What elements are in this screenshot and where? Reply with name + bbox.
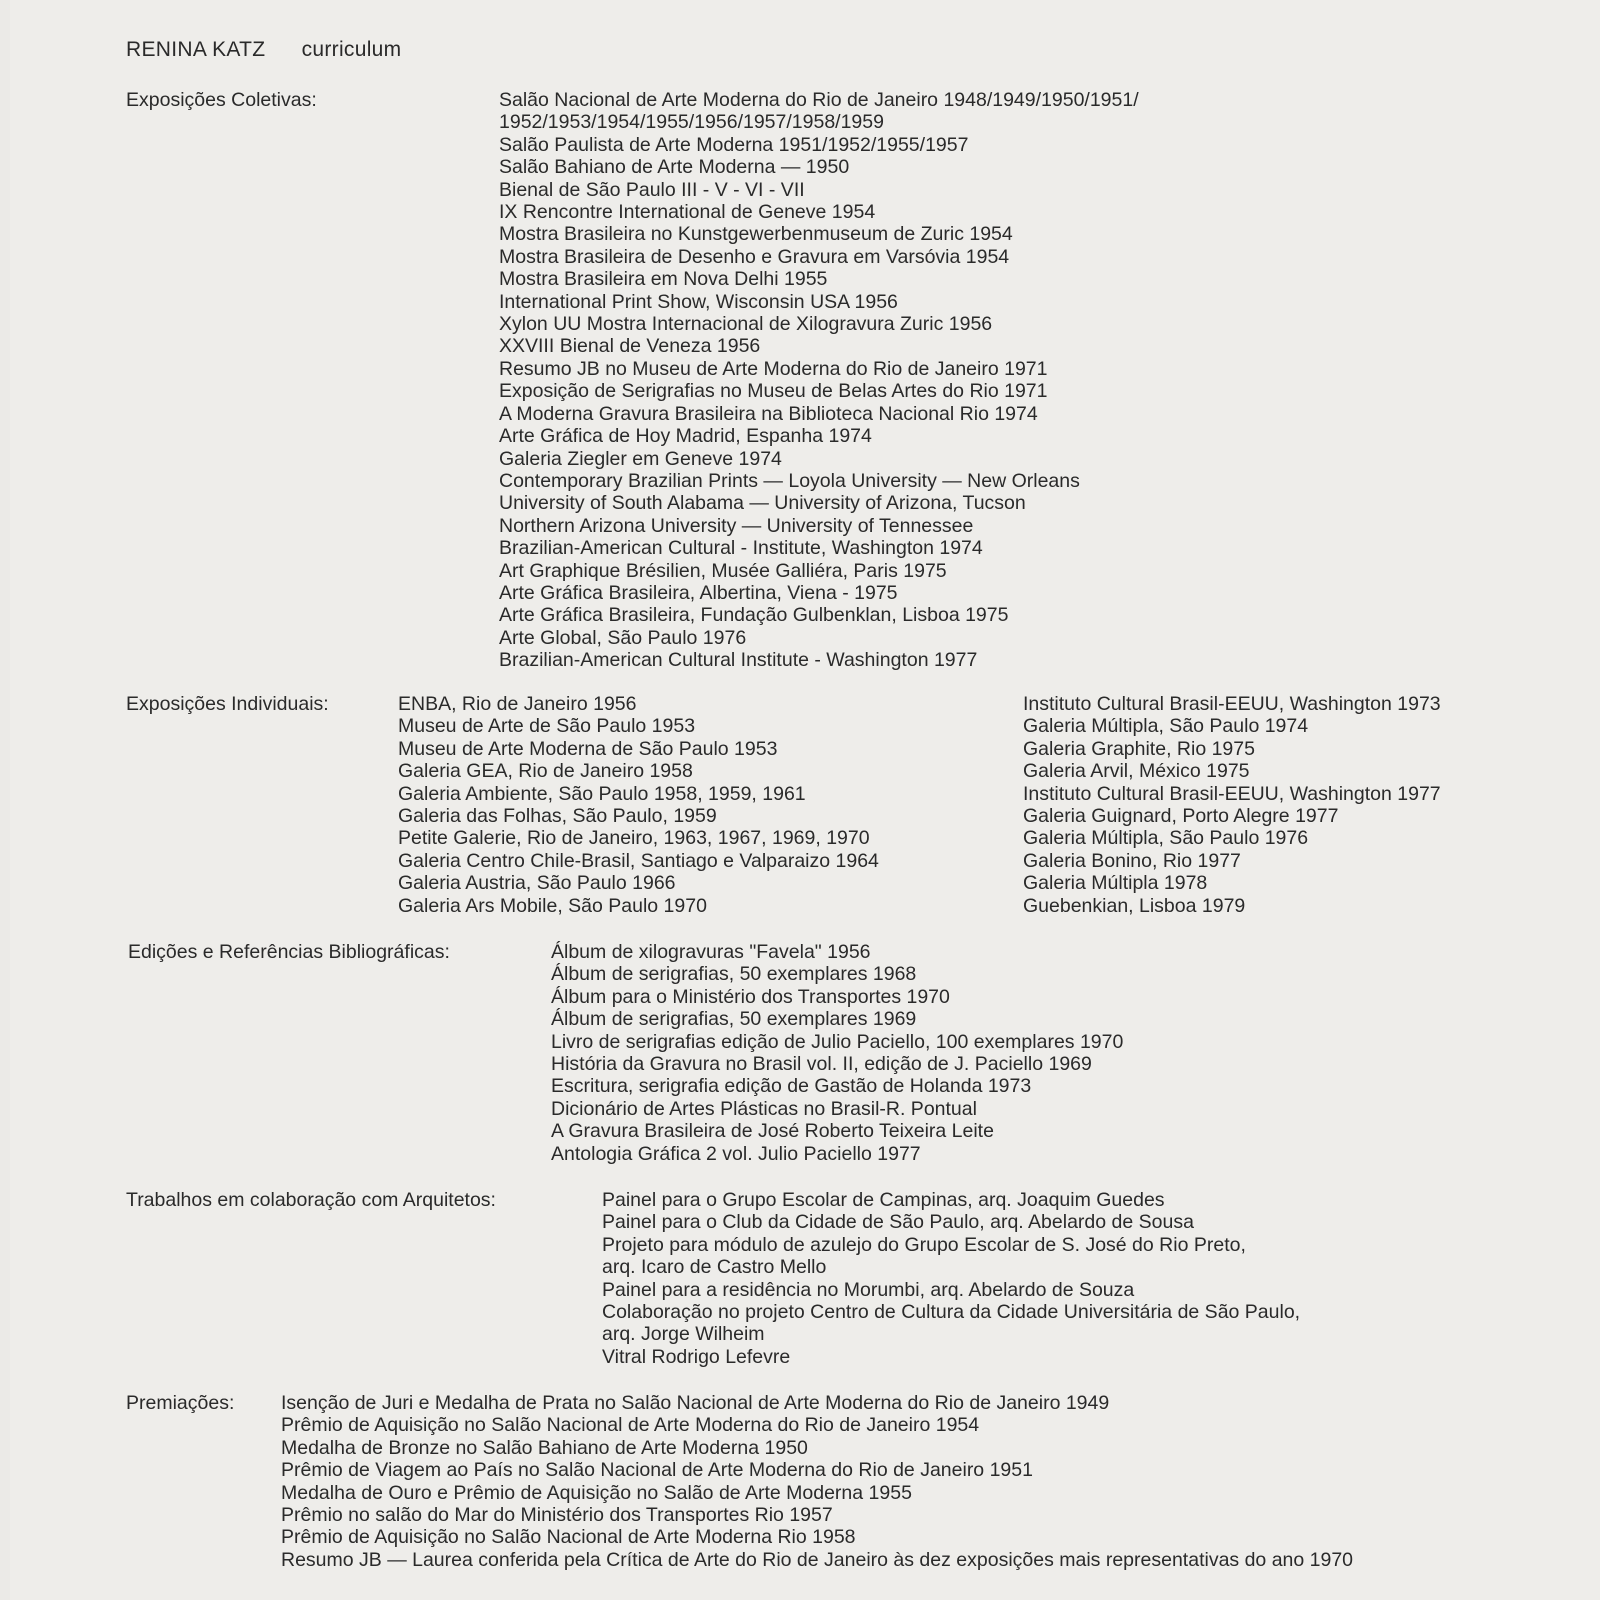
list-item: Colaboração no projeto Centro de Cultura da Cidade Universitária de São Paulo, bbox=[602, 1301, 1301, 1324]
individuais-list-right bbox=[1023, 693, 1441, 917]
list-item: 1952/1953/1954/1955/1956/1957/1958/1959 bbox=[499, 111, 884, 134]
list-item: Livro de serigrafias edição de Julio Paciello, 100 exemplares 1970 bbox=[551, 1030, 1124, 1053]
list-item: Brazilian-American Cultural Institute - Washington 1977 bbox=[499, 649, 978, 672]
list-item: Galeria das Folhas, São Paulo, 1959 bbox=[398, 805, 717, 828]
list-item: Prêmio de Aquisição no Salão Nacional de Arte Moderna do Rio de Janeiro 1954 bbox=[281, 1414, 980, 1437]
list-item: Brazilian-American Cultural - Institute, Washington 1974 bbox=[499, 537, 983, 560]
trabalhos-list bbox=[602, 1189, 1300, 1368]
section-label-individuais: Exposições Individuais: bbox=[126, 693, 329, 715]
list-item: Prêmio de Aquisição no Salão Nacional de Arte Moderna Rio 1958 bbox=[281, 1526, 856, 1549]
list-item: Galeria Ars Mobile, São Paulo 1970 bbox=[398, 894, 707, 917]
list-item: Museu de Arte Moderna de São Paulo 1953 bbox=[398, 737, 778, 760]
edicoes-list bbox=[551, 941, 1123, 1165]
list-item: Art Graphique Brésilien, Musée Galliéra, Paris 1975 bbox=[499, 559, 947, 582]
list-item: Instituto Cultural Brasil-EEUU, Washington 1977 bbox=[1023, 782, 1441, 805]
list-item: Guebenkian, Lisboa 1979 bbox=[1023, 894, 1246, 917]
list-item: Galeria Ambiente, São Paulo 1958, 1959, 1961 bbox=[398, 782, 806, 805]
list-item: A Gravura Brasileira de José Roberto Teixeira Leite bbox=[551, 1120, 994, 1143]
list-item: Resumo JB no Museu de Arte Moderna do Rio de Janeiro 1971 bbox=[499, 357, 1048, 380]
document-header bbox=[126, 38, 401, 62]
list-item: Galeria Austria, São Paulo 1966 bbox=[398, 872, 676, 895]
premiacoes-list bbox=[281, 1392, 1353, 1571]
list-item: Painel para a residência no Morumbi, arq. Abelardo de Souza bbox=[602, 1278, 1135, 1301]
list-item: Galeria Arvil, México 1975 bbox=[1023, 760, 1250, 783]
list-item: Arte Gráfica Brasileira, Fundação Gulbenklan, Lisboa 1975 bbox=[499, 604, 1009, 627]
section-label-premiacoes: Premiações: bbox=[126, 1392, 235, 1414]
list-item: Petite Galerie, Rio de Janeiro, 1963, 1967, 1969, 1970 bbox=[398, 827, 870, 850]
list-item: Mostra Brasileira no Kunstgewerbenmuseum de Zuric 1954 bbox=[499, 223, 1013, 246]
list-item: Medalha de Bronze no Salão Bahiano de Arte Moderna 1950 bbox=[281, 1436, 808, 1459]
list-item: Isenção de Juri e Medalha de Prata no Salão Nacional de Arte Moderna do Rio de Janeiro 1949 bbox=[281, 1392, 1110, 1414]
list-item: Arte Gráfica Brasileira, Albertina, Viena - 1975 bbox=[499, 581, 898, 604]
list-item: Projeto para módulo de azulejo do Grupo Escolar de S. José do Rio Preto, bbox=[602, 1233, 1246, 1256]
list-item: Prêmio de Viagem ao País no Salão Nacional de Arte Moderna do Rio de Janeiro 1951 bbox=[281, 1459, 1033, 1482]
individuais-list-left bbox=[398, 693, 879, 917]
section-label-trabalhos: Trabalhos em colaboração com Arquitetos: bbox=[126, 1189, 496, 1211]
list-item: ENBA, Rio de Janeiro 1956 bbox=[398, 693, 637, 715]
list-item: Galeria GEA, Rio de Janeiro 1958 bbox=[398, 760, 693, 783]
list-item: Northern Arizona University — University of Tennessee bbox=[499, 514, 974, 537]
list-item: Salão Bahiano de Arte Moderna — 1950 bbox=[499, 156, 850, 179]
list-item: Galeria Ziegler em Geneve 1974 bbox=[499, 447, 782, 470]
list-item: Vitral Rodrigo Lefevre bbox=[602, 1345, 791, 1368]
section-label-edicoes: Edições e Referências Bibliográficas: bbox=[128, 941, 450, 963]
list-item: Galeria Centro Chile-Brasil, Santiago e Valparaizo 1964 bbox=[398, 849, 879, 872]
list-item: Contemporary Brazilian Prints — Loyola University — New Orleans bbox=[499, 469, 1080, 492]
list-item: Museu de Arte de São Paulo 1953 bbox=[398, 715, 696, 738]
list-item: Painel para o Grupo Escolar de Campinas, arq. Joaquim Guedes bbox=[602, 1189, 1165, 1211]
list-item: University of South Alabama — University of Arizona, Tucson bbox=[499, 492, 1026, 515]
list-item: Galeria Múltipla 1978 bbox=[1023, 872, 1208, 895]
list-item: International Print Show, Wisconsin USA 1956 bbox=[499, 290, 898, 313]
list-item: Álbum de serigrafias, 50 exemplares 1969 bbox=[551, 1008, 917, 1031]
list-item: Mostra Brasileira em Nova Delhi 1955 bbox=[499, 268, 828, 291]
list-item: Escritura, serigrafia edição de Gastão de Holanda 1973 bbox=[551, 1075, 1032, 1098]
list-item: Arte Global, São Paulo 1976 bbox=[499, 626, 747, 649]
list-item: Resumo JB — Laurea conferida pela Crítica de Arte do Rio de Janeiro às dez exposições mais representativas do ano 1970 bbox=[281, 1548, 1354, 1571]
list-item: Painel para o Club da Cidade de São Paulo, arq. Abelardo de Sousa bbox=[602, 1211, 1194, 1234]
section-label-coletivas: Exposições Coletivas: bbox=[126, 89, 317, 111]
list-item: Xylon UU Mostra Internacional de Xilogravura Zuric 1956 bbox=[499, 313, 993, 336]
author-name: RENINA KATZ bbox=[126, 38, 266, 61]
list-item: Instituto Cultural Brasil-EEUU, Washington 1973 bbox=[1023, 693, 1441, 715]
list-item: Álbum de xilogravuras "Favela" 1956 bbox=[551, 941, 871, 963]
list-item: Galeria Múltipla, São Paulo 1974 bbox=[1023, 715, 1309, 738]
list-item: Antologia Gráfica 2 vol. Julio Paciello 1977 bbox=[551, 1142, 921, 1165]
list-item: Galeria Guignard, Porto Alegre 1977 bbox=[1023, 805, 1339, 828]
list-item: Salão Nacional de Arte Moderna do Rio de Janeiro 1948/1949/1950/1951/ bbox=[499, 89, 1139, 111]
list-item: Prêmio no salão do Mar do Ministério dos Transportes Rio 1957 bbox=[281, 1504, 833, 1527]
list-item: IX Rencontre International de Geneve 1954 bbox=[499, 201, 876, 224]
list-item: A Moderna Gravura Brasileira na Biblioteca Nacional Rio 1974 bbox=[499, 402, 1038, 425]
list-item: Exposição de Serigrafias no Museu de Belas Artes do Rio 1971 bbox=[499, 380, 1048, 403]
list-item: arq. Icaro de Castro Mello bbox=[602, 1256, 827, 1279]
list-item: Dicionário de Artes Plásticas no Brasil-R. Pontual bbox=[551, 1097, 977, 1120]
list-item: Salão Paulista de Arte Moderna 1951/1952/1955/1957 bbox=[499, 133, 969, 156]
list-item: Arte Gráfica de Hoy Madrid, Espanha 1974 bbox=[499, 425, 872, 448]
document-subtitle: curriculum bbox=[301, 38, 402, 61]
list-item: História da Gravura no Brasil vol. II, edição de J. Paciello 1969 bbox=[551, 1053, 1092, 1076]
coletivas-list bbox=[499, 89, 1139, 672]
list-item: Galeria Múltipla, São Paulo 1976 bbox=[1023, 827, 1309, 850]
list-item: Álbum para o Ministério dos Transportes 1970 bbox=[551, 985, 950, 1008]
list-item: Medalha de Ouro e Prêmio de Aquisição no Salão de Arte Moderna 1955 bbox=[281, 1481, 912, 1504]
list-item: Galeria Graphite, Rio 1975 bbox=[1023, 737, 1255, 760]
list-item: Galeria Bonino, Rio 1977 bbox=[1023, 849, 1241, 872]
list-item: XXVIII Bienal de Veneza 1956 bbox=[499, 335, 761, 358]
list-item: Álbum de serigrafias, 50 exemplares 1968 bbox=[551, 963, 917, 986]
list-item: Mostra Brasileira de Desenho e Gravura em Varsóvia 1954 bbox=[499, 245, 1010, 268]
list-item: arq. Jorge Wilheim bbox=[602, 1323, 765, 1346]
list-item: Bienal de São Paulo III - V - VI - VII bbox=[499, 178, 805, 201]
